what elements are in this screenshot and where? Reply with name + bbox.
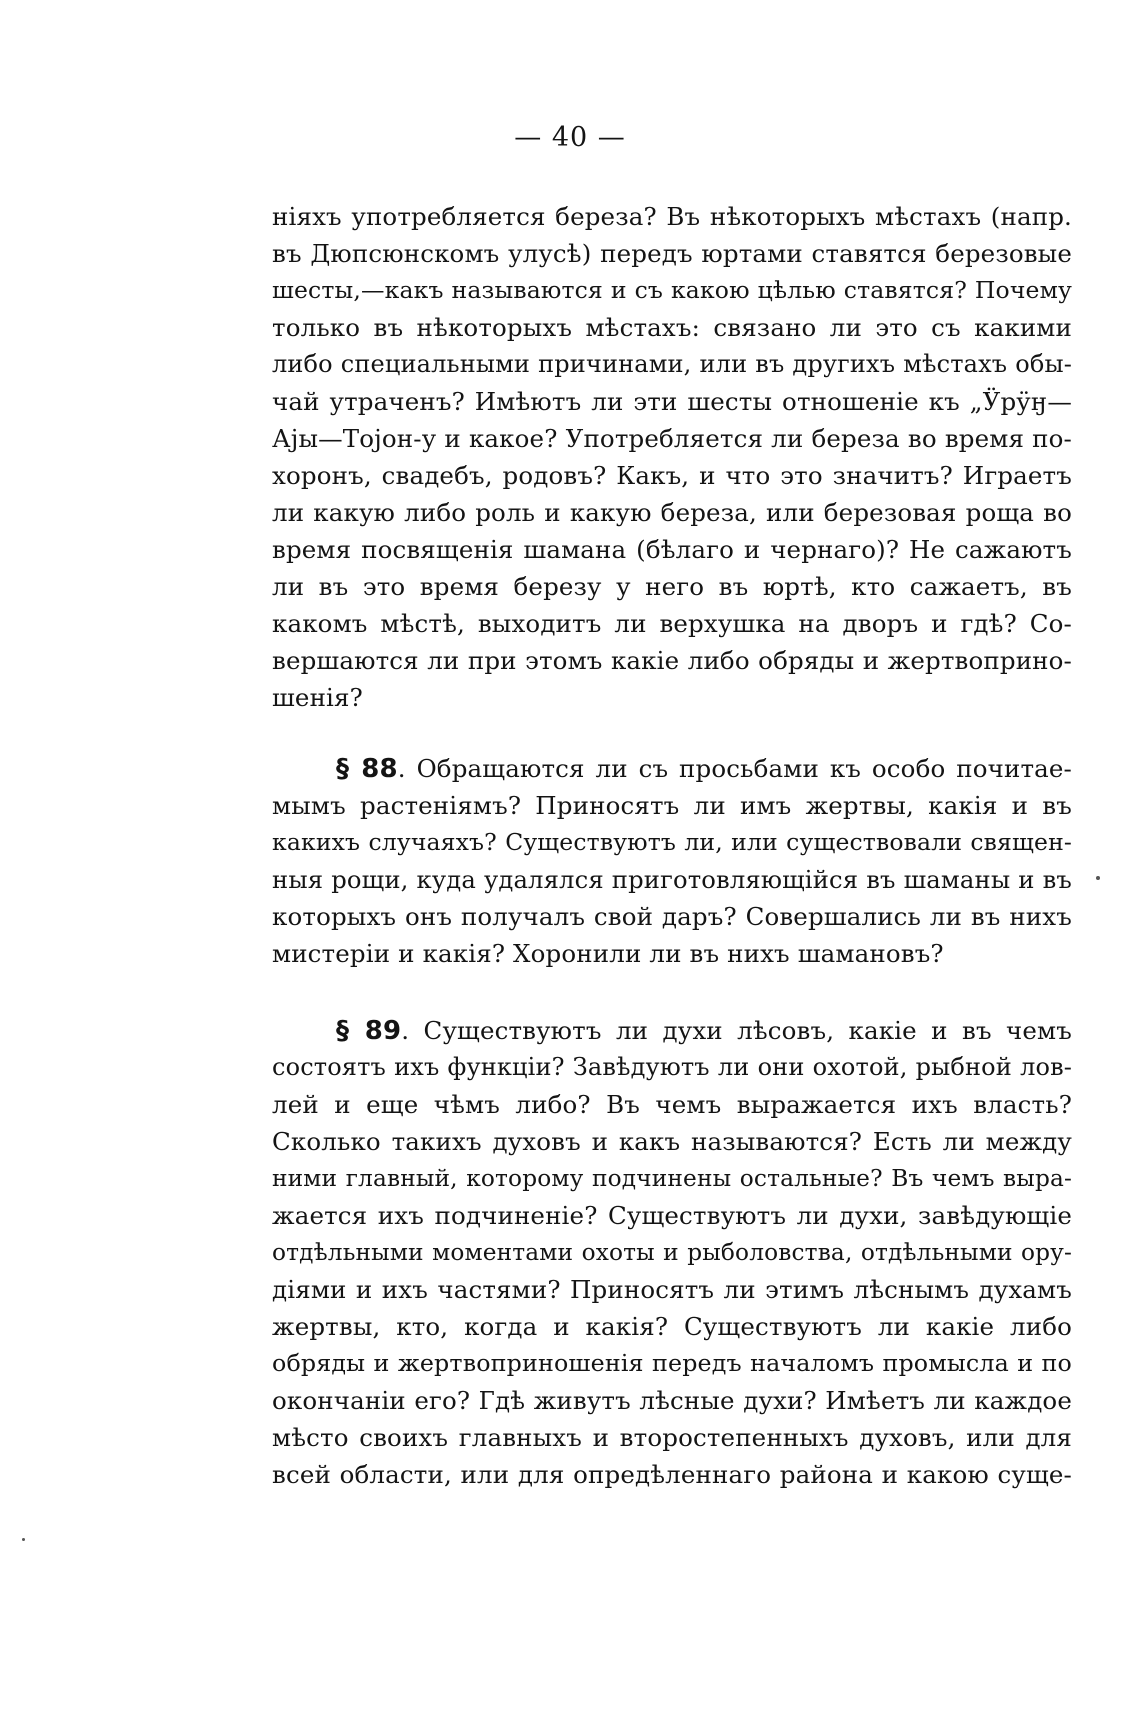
text-line: лей и еще чѣмъ либо? Въ чемъ выражается ихъ власть? <box>272 1090 1072 1119</box>
paragraph-continuation <box>272 198 1072 716</box>
text-line: жается ихъ подчиненіе? Существуютъ ли духи, завѣдующіе <box>272 1201 1072 1230</box>
text-line: отдѣльными моментами охоты и рыболовства, отдѣльными ору- <box>272 1239 1072 1266</box>
text-line-first <box>272 1012 1072 1049</box>
text-line: шесты,—какъ называются и съ какою цѣлью ставятся? Почему <box>272 276 1072 304</box>
text-line: мымъ растеніямъ? Приносятъ ли имъ жертвы, какія и въ <box>272 791 1072 820</box>
section-88-paragraph <box>272 750 1072 972</box>
text-line: Сколько такихъ духовъ и какъ называются? Есть ли между <box>272 1127 1072 1156</box>
text-line: мистеріи и какія? Хоронили ли въ нихъ шамановъ? <box>272 939 944 968</box>
text-line: хоронъ, свадебъ, родовъ? Какъ, и что это значитъ? Играетъ <box>272 461 1072 490</box>
text-line: ними главный, которому подчинены остальные? Въ чемъ выра- <box>272 1165 1072 1192</box>
text-line-rest: . Обращаются ли съ просьбами къ особо почитае- <box>397 754 1072 783</box>
text-line: въ Дюпсюнскомъ улусѣ) передъ юртами ставятся березовые <box>272 239 1072 268</box>
text-line: вершаются ли при этомъ какіе либо обряды и жертвоприно- <box>272 646 1072 675</box>
text-line: которыхъ онъ получалъ свой даръ? Совершались ли въ нихъ <box>272 902 1072 931</box>
text-line: Ајы—Тојон-у и какое? Употребляется ли береза во время по- <box>272 424 1072 453</box>
text-line: какомъ мѣстѣ, выходитъ ли верхушка на дворъ и гдѣ? Со- <box>272 609 1072 638</box>
text-line: ніяхъ употребляется береза? Въ нѣкоторыхъ мѣстахъ (напр. <box>272 202 1072 231</box>
section-number: § 88 <box>336 754 398 784</box>
text-line: состоятъ ихъ функціи? Завѣдуютъ ли они охотой, рыбной лов- <box>272 1053 1072 1081</box>
page-number: — 40 — <box>514 122 626 153</box>
text-line: чай утраченъ? Имѣютъ ли эти шесты отношеніе къ „Ӱрӱӈ— <box>272 387 1072 416</box>
text-line: какихъ случаяхъ? Существуютъ ли, или существовали священ- <box>272 828 1072 856</box>
text-line-rest: . Существуютъ ли духи лѣсовъ, какіе и въ чемъ <box>401 1016 1072 1045</box>
text-line: діями и ихъ частями? Приносятъ ли этимъ лѣснымъ духамъ <box>272 1275 1072 1304</box>
text-line: всей области, или для опредѣленнаго района и какою суще- <box>272 1460 1072 1489</box>
scan-speck <box>1096 876 1100 880</box>
text-line: ныя рощи, куда удалялся приготовляющійся въ шаманы и въ <box>272 865 1072 894</box>
text-line: мѣсто своихъ главныхъ и второстепенныхъ духовъ, или для <box>272 1423 1072 1452</box>
text-line: шенія? <box>272 683 363 712</box>
text-line: обряды и жертвоприношенія передъ началомъ промысла и по <box>272 1349 1072 1377</box>
text-line: жертвы, кто, когда и какія? Существуютъ ли какіе либо <box>272 1312 1072 1341</box>
text-line-first <box>272 750 1072 787</box>
text-line: только въ нѣкоторыхъ мѣстахъ: связано ли это съ какими <box>272 313 1072 342</box>
section-number: § 89 <box>336 1016 402 1046</box>
text-line: ли въ это время березу у него въ юртѣ, кто сажаетъ, въ <box>272 572 1072 601</box>
section-89-paragraph <box>272 1012 1072 1493</box>
text-line: либо специальными причинами, или въ другихъ мѣстахъ обы- <box>272 350 1072 378</box>
text-line: окончаніи его? Гдѣ живутъ лѣсные духи? Имѣетъ ли каждое <box>272 1386 1072 1415</box>
text-line: ли какую либо роль и какую береза, или березовая роща во <box>272 498 1072 527</box>
scan-speck <box>22 1538 25 1541</box>
text-line: время посвященія шамана (бѣлаго и чернаго)? Не сажаютъ <box>272 535 1072 564</box>
